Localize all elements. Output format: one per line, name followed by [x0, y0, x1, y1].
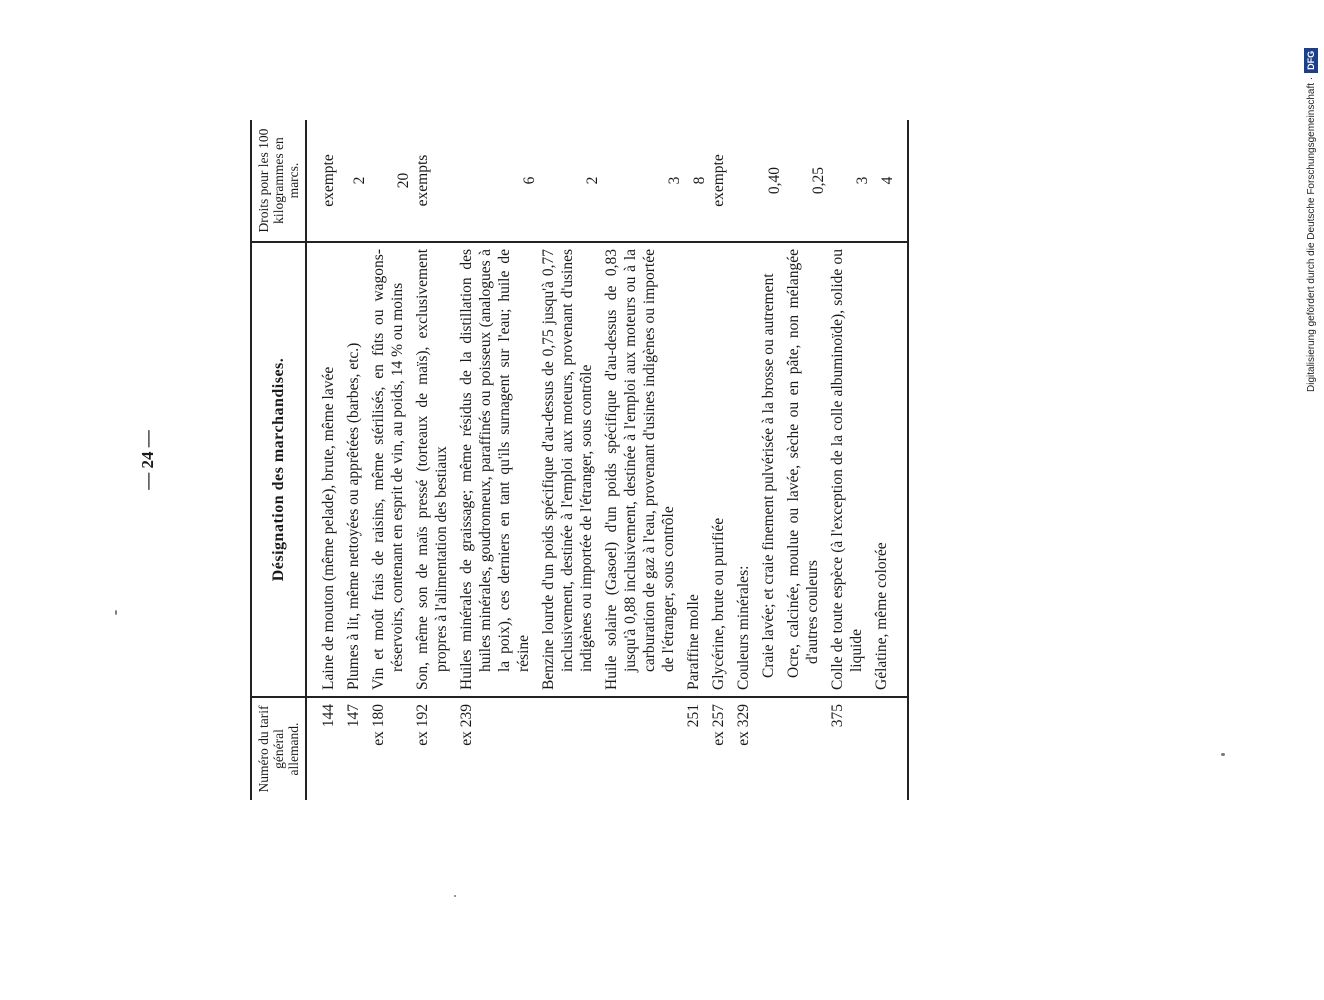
goods-designation: Couleurs minérales: — [735, 565, 752, 690]
table-row — [734, 120, 759, 800]
scan-speck — [115, 610, 117, 615]
duty-rate: 2 — [584, 176, 601, 185]
duty-rate: 3 — [666, 176, 683, 185]
goods-designation: Vin et moût frais de raisins, même stérilisés, en fûts ou wagons-réservoirs, contenant en esprit de vin, au poids, 14 % ou moins — [370, 249, 406, 690]
goods-designation: Gélatine, même colorée — [873, 542, 890, 690]
tariff-number — [539, 697, 602, 800]
duty-rate: exempte — [710, 154, 727, 207]
table-row — [759, 120, 784, 800]
duty-rate: 6 — [521, 176, 538, 185]
duty-rate: exempte — [320, 154, 337, 207]
duty-rate — [734, 120, 759, 242]
tariff-number: 251 — [685, 704, 702, 728]
tariff-number — [602, 697, 684, 800]
header-designation: Désignation des marchandises. — [251, 242, 306, 697]
table-row — [369, 120, 413, 800]
table-row — [306, 120, 344, 800]
goods-designation: Plumes à lit, même nettoyées ou apprêtées (barbes, etc.) — [345, 342, 362, 690]
tariff-number — [759, 697, 784, 800]
duty-rate: 0,25 — [810, 166, 827, 195]
tariff-number: ex 192 — [414, 704, 431, 746]
scan-speck — [1221, 753, 1225, 756]
goods-designation: Craie lavée; et craie finement pulvérisée à la brosse ou autrement — [760, 273, 777, 678]
dfg-credit — [1304, 8, 1318, 392]
duty-rate: exempts — [414, 154, 431, 207]
tariff-number: 375 — [829, 704, 846, 728]
tariff-number — [872, 697, 908, 800]
tariff-number: ex 257 — [710, 704, 727, 746]
goods-designation: Benzine lourde d'un poids spécifique d'au-dessus de 0,75 jusqu'à 0,77 inclusivement, destinée à l'emploi aux moteurs, provenant d'usines indigènes ou importée de l'étranger, sous contrôle — [540, 249, 595, 690]
page-number: — 24 — — [138, 430, 157, 490]
duty-rate: 8 — [691, 176, 708, 185]
table-row — [828, 120, 872, 800]
table-row — [784, 120, 828, 800]
goods-designation: Paraffine molle — [685, 594, 702, 690]
goods-designation: Glycérine, brute ou purifiée — [710, 517, 727, 690]
table-row — [872, 120, 908, 800]
credit-text: Digitalisierung gefördert durch die Deutsche Forschungsgemeinschaft · — [1306, 76, 1317, 392]
goods-designation: Ocre, calcinée, moulue ou lavée, sèche ou en pâte, non mélangée d'autres couleurs — [785, 249, 821, 678]
table-header-row — [251, 120, 306, 800]
tariff-table — [250, 120, 909, 800]
goods-designation: Laine de mouton (même pelade), brute, même lavée — [320, 366, 337, 690]
page-content — [138, 120, 1120, 800]
goods-designation: Huiles minérales de graissage; même résidus de la distillation des huiles minérales, goudronneux, paraffinés ou poisseux (analogues à la poix), ces derniers en tant qu'ils surnagent sur l'eau; huile de résine — [458, 249, 532, 690]
tariff-number: ex 239 — [458, 704, 475, 746]
scan-speck — [454, 895, 456, 897]
table-row — [457, 120, 539, 800]
goods-designation: Colle de toute espèce (à l'exception de la colle albuminoïde), solide ou liquide — [829, 249, 865, 690]
tariff-number — [784, 697, 828, 800]
table-row — [413, 120, 457, 800]
duty-rate: 3 — [854, 176, 871, 185]
duty-rate: 2 — [351, 176, 368, 185]
table-row — [539, 120, 602, 800]
table-row — [709, 120, 734, 800]
duty-rate: 20 — [395, 172, 412, 189]
tariff-number: ex 180 — [370, 704, 387, 746]
duty-rate: 0,40 — [766, 166, 783, 195]
tariff-number: 147 — [345, 704, 362, 728]
tariff-number: 144 — [320, 704, 337, 728]
goods-designation: Huile solaire (Gasoel) d'un poids spécifique d'au-dessus de 0,83 jusqu'à 0,88 inclusivement, destinée à l'emploi aux moteurs ou à la carburation de gaz à l'eau, provenant d'usines indigènes ou importée de l'étranger, sous contrôle — [603, 249, 677, 690]
table-row — [684, 120, 709, 800]
header-duties: Droits pour les 100 kilogrammes en marcs. — [251, 120, 306, 242]
header-tariff-number: Numéro du tarif général allemand. — [251, 697, 306, 800]
duty-rate: 4 — [872, 120, 908, 242]
dfg-logo-icon: DFG — [1304, 48, 1318, 73]
table-row — [602, 120, 684, 800]
rotated-page — [138, 120, 1120, 800]
goods-designation: Son, même son de maïs pressé (torteaux de maïs), exclusivement propres à l'alimentation des bestiaux — [414, 249, 450, 690]
table-row — [344, 120, 369, 800]
tariff-number: ex 329 — [735, 704, 752, 746]
